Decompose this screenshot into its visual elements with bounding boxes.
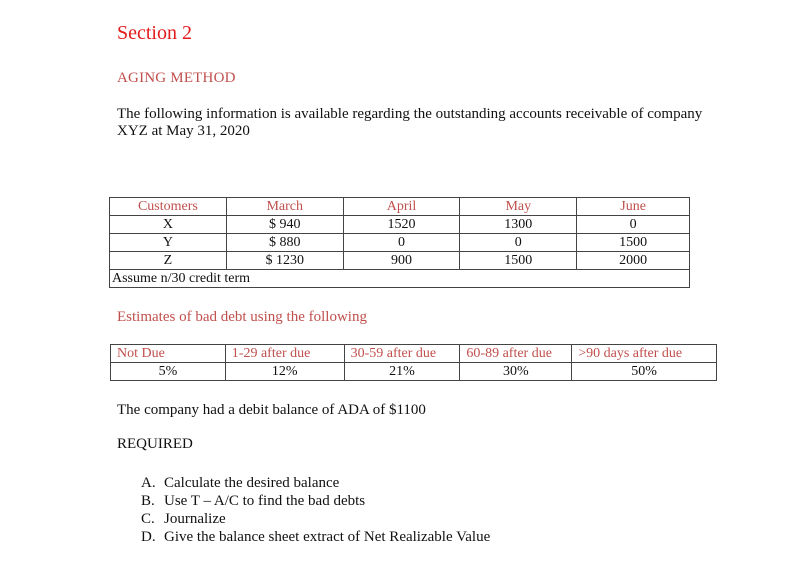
- list-item: [141, 474, 490, 492]
- col-header-april: April: [343, 198, 460, 216]
- table-row: [110, 252, 690, 270]
- intro-paragraph: The following information is available regarding the outstanding accounts receivable of company XYZ at May 31, 2020: [117, 106, 703, 139]
- col-header-june: June: [577, 198, 690, 216]
- col-header-not-due: Not Due: [111, 345, 226, 363]
- cell: 5%: [111, 363, 226, 381]
- cell: 50%: [572, 363, 717, 381]
- list-text: Give the balance sheet extract of Net Realizable Value: [164, 529, 491, 545]
- customers-table-header: [110, 198, 690, 216]
- requirements-list: [141, 474, 490, 546]
- cell: Y: [110, 234, 227, 252]
- col-header-march: March: [226, 198, 343, 216]
- cell: 21%: [344, 363, 460, 381]
- cell: 12%: [225, 363, 344, 381]
- table-row: [111, 363, 717, 381]
- section-title: Section 2: [117, 22, 192, 44]
- col-header-may: May: [460, 198, 577, 216]
- cell: 1300: [460, 216, 577, 234]
- estimates-table-header: [111, 345, 717, 363]
- col-header-90-plus: >90 days after due: [572, 345, 717, 363]
- table-row: [110, 234, 690, 252]
- estimates-table: [110, 344, 717, 381]
- cell: 0: [343, 234, 460, 252]
- cell: $ 940: [226, 216, 343, 234]
- aging-method-heading: AGING METHOD: [117, 70, 236, 86]
- list-item: [141, 492, 490, 510]
- cell: 900: [343, 252, 460, 270]
- col-header-1-29: 1-29 after due: [225, 345, 344, 363]
- col-header-60-89: 60-89 after due: [460, 345, 572, 363]
- list-text: Calculate the desired balance: [164, 475, 340, 491]
- table-row: [110, 216, 690, 234]
- col-header-customers: Customers: [110, 198, 227, 216]
- list-letter: C.: [141, 511, 155, 527]
- cell: 0: [577, 216, 690, 234]
- list-item: [141, 528, 490, 546]
- customers-table: [109, 197, 690, 288]
- cell: 2000: [577, 252, 690, 270]
- cell: Z: [110, 252, 227, 270]
- list-letter: A.: [141, 475, 156, 491]
- cell: 0: [460, 234, 577, 252]
- debit-balance-note: The company had a debit balance of ADA of $1100: [117, 402, 426, 418]
- cell: 1500: [577, 234, 690, 252]
- table-note-row: [110, 270, 690, 288]
- cell: $ 880: [226, 234, 343, 252]
- cell: 1520: [343, 216, 460, 234]
- estimates-label: Estimates of bad debt using the following: [117, 309, 367, 325]
- cell: 1500: [460, 252, 577, 270]
- credit-term-note: Assume n/30 credit term: [110, 270, 690, 288]
- col-header-30-59: 30-59 after due: [344, 345, 460, 363]
- list-letter: B.: [141, 493, 155, 509]
- cell: $ 1230: [226, 252, 343, 270]
- list-text: Use T – A/C to find the bad debts: [164, 493, 366, 509]
- list-text: Journalize: [164, 511, 226, 527]
- cell: 30%: [460, 363, 572, 381]
- cell: X: [110, 216, 227, 234]
- list-item: [141, 510, 490, 528]
- required-heading: REQUIRED: [117, 436, 193, 452]
- list-letter: D.: [141, 529, 156, 545]
